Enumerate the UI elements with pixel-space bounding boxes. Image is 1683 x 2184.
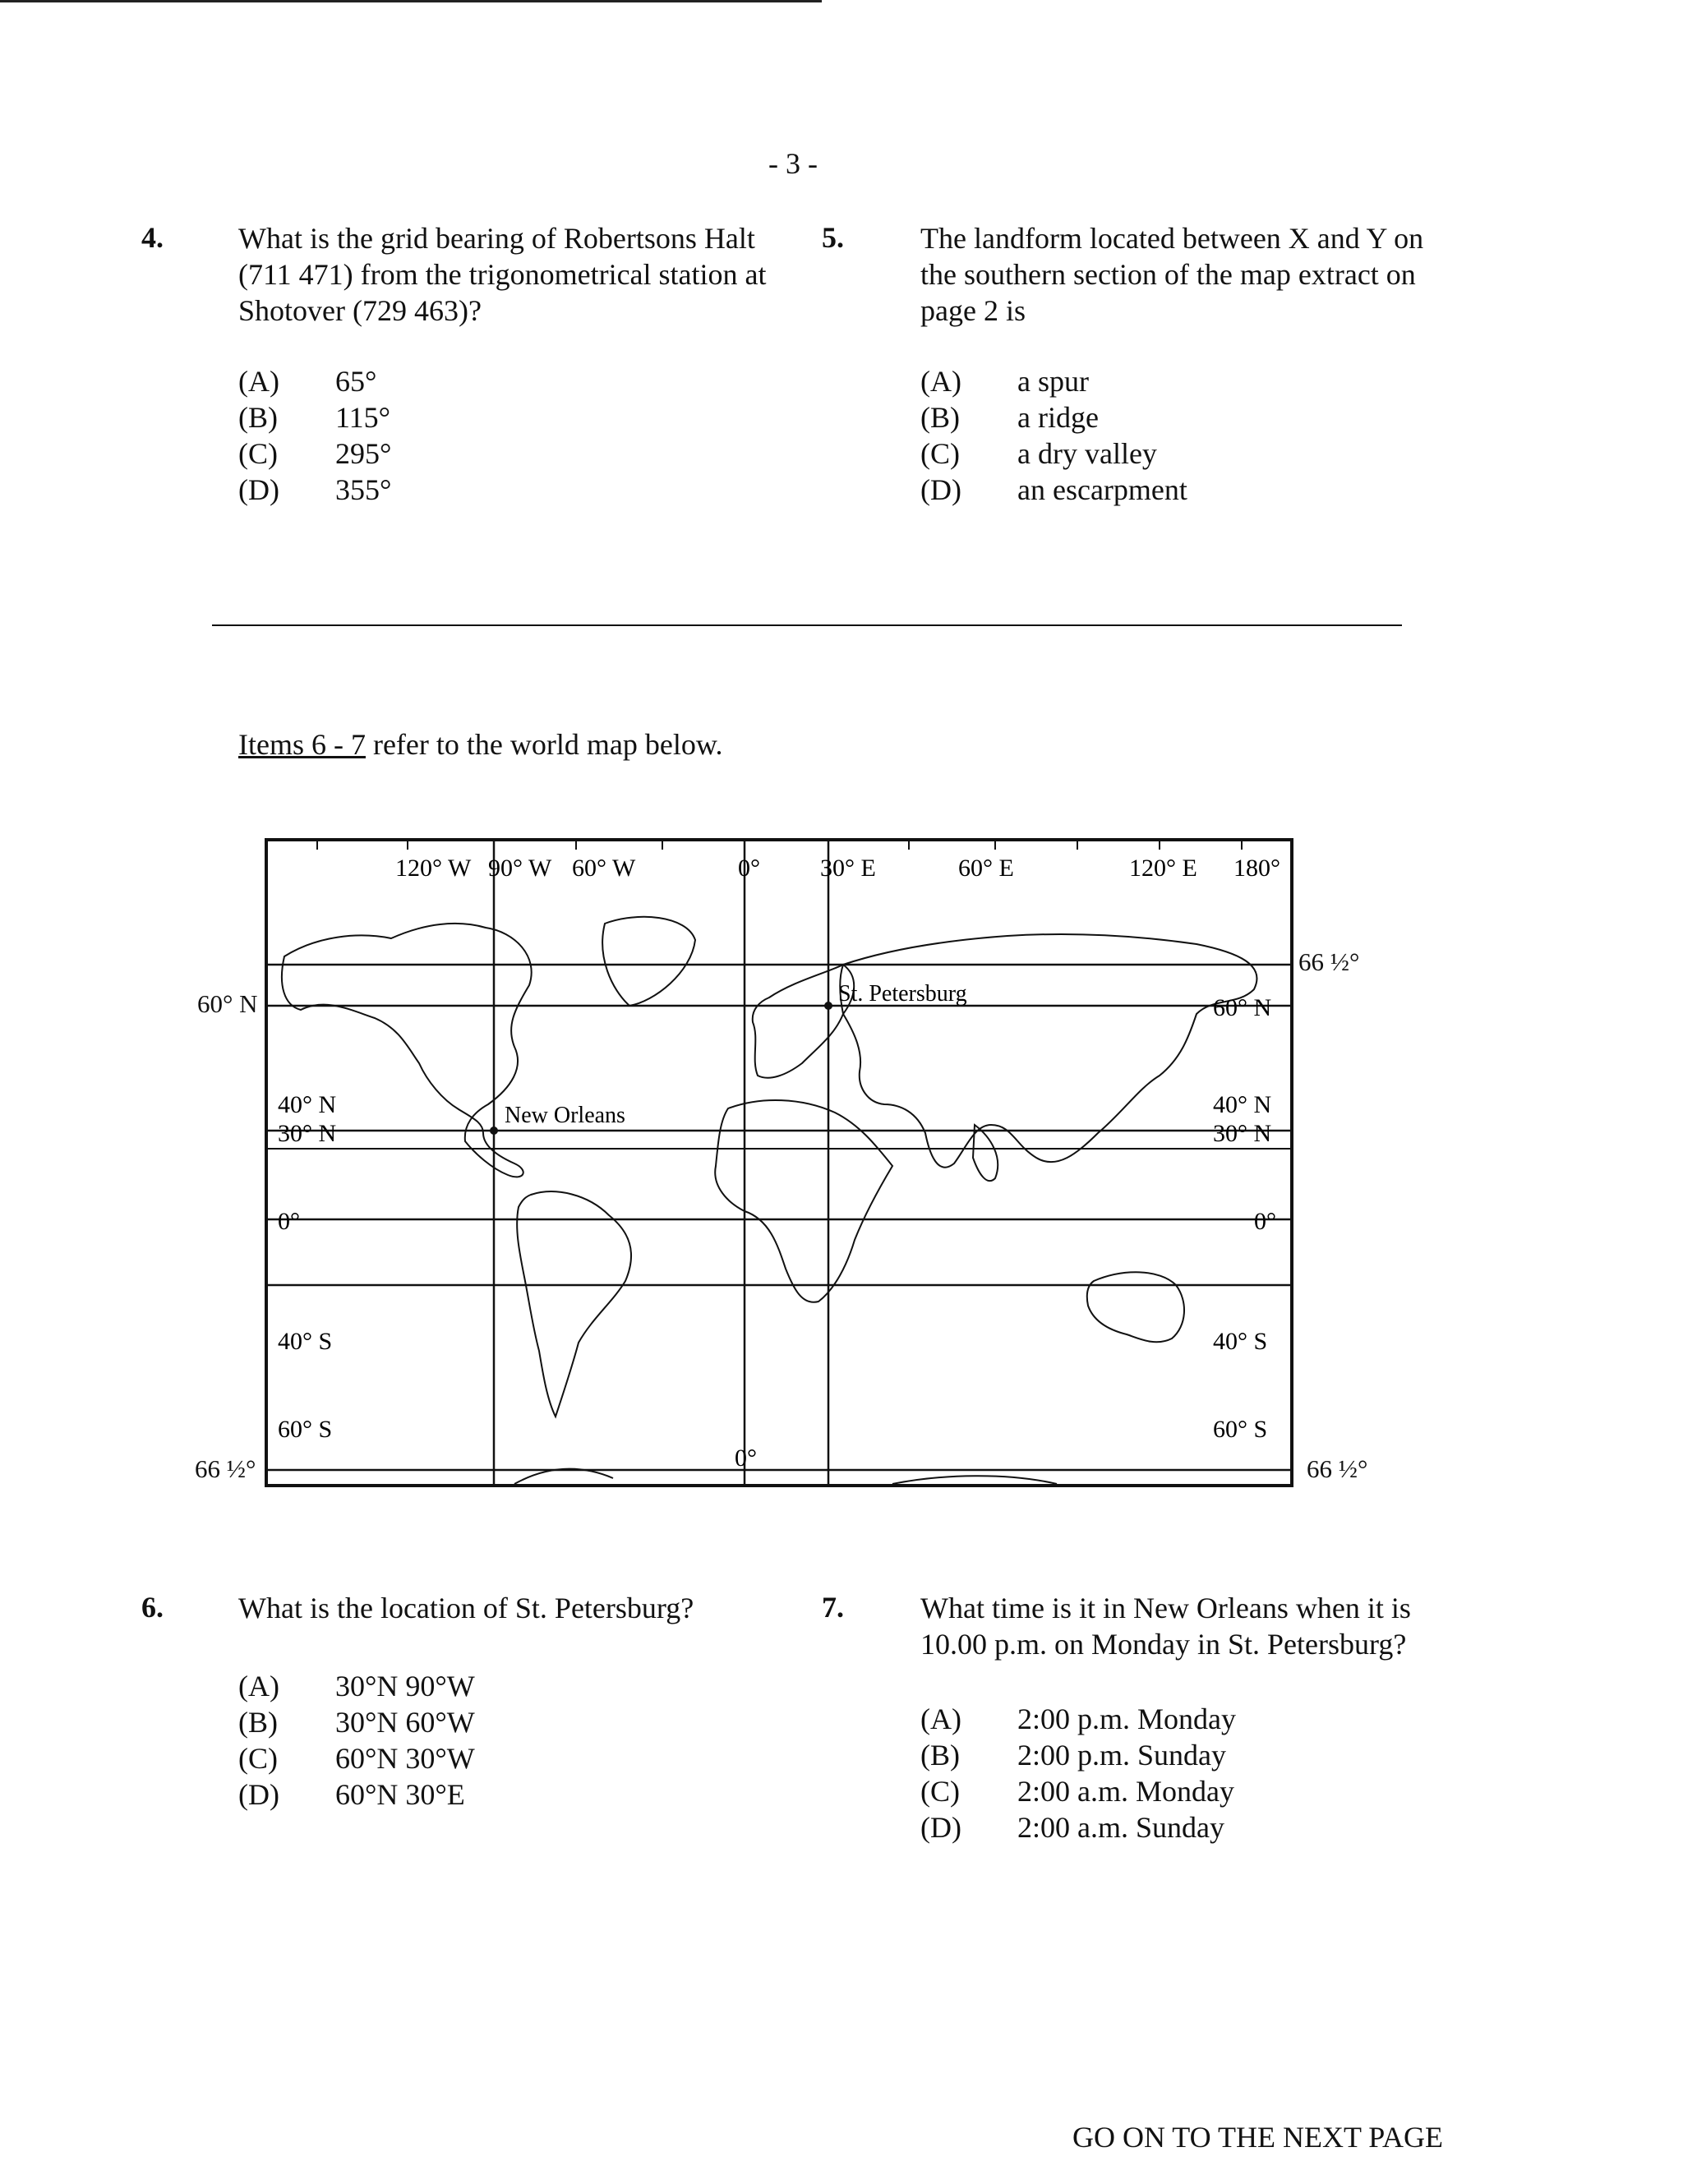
option-letter: (A) <box>920 365 961 398</box>
new-orleans-marker <box>490 1127 498 1135</box>
label-30e: 30° E <box>820 855 876 882</box>
q7-line: What time is it in New Orleans when it is <box>920 1592 1411 1624</box>
q7-option-d[interactable] <box>920 1809 1236 1845</box>
label-120w: 120° W <box>395 855 472 882</box>
label-180: 180° <box>1233 855 1280 882</box>
label-60n-right: 60° N <box>1213 994 1272 1021</box>
option-letter: (A) <box>238 1670 279 1703</box>
label-60s-right: 60° S <box>1213 1416 1268 1443</box>
option-text: 30°N 90°W <box>335 1670 475 1703</box>
option-text: a ridge <box>1017 401 1099 434</box>
q6-number: 6. <box>141 1591 164 1624</box>
world-map <box>265 838 1293 1487</box>
q5-line: page 2 is <box>920 294 1026 327</box>
option-text: 2:00 a.m. Monday <box>1017 1775 1234 1808</box>
option-letter: (C) <box>238 1742 278 1775</box>
q4-option-a[interactable] <box>238 363 391 399</box>
q4-line: Shotover (729 463)? <box>238 294 482 327</box>
q7-option-c[interactable] <box>920 1773 1236 1809</box>
q4-option-d[interactable] <box>238 472 391 508</box>
option-letter: (B) <box>238 401 278 434</box>
q7-line: 10.00 p.m. on Monday in St. Petersburg? <box>920 1628 1407 1661</box>
q5-number: 5. <box>822 221 844 254</box>
q7-question <box>920 1590 1411 1662</box>
label-40s-right: 40° S <box>1213 1328 1268 1355</box>
q6-option-b[interactable] <box>238 1704 475 1740</box>
india-outline <box>973 1125 998 1181</box>
q4-line: What is the grid bearing of Robertsons Halt <box>238 222 755 255</box>
items-intro <box>238 727 722 762</box>
q7-number: 7. <box>822 1591 844 1624</box>
q4-line: (711 471) from the trigonometrical station at <box>238 258 767 291</box>
q6-option-d[interactable] <box>238 1776 475 1813</box>
option-text: 295° <box>335 437 392 470</box>
option-letter: (C) <box>238 437 278 470</box>
continent-outlines <box>282 917 1257 1484</box>
q5-option-c[interactable] <box>920 435 1187 472</box>
st-petersburg-label: St. Petersburg <box>838 981 967 1007</box>
label-40n-left: 40° N <box>278 1091 337 1118</box>
label-polar-south-left: 66 ½° <box>195 1454 256 1483</box>
antarctica-outline <box>514 1469 1057 1484</box>
footer-next-page: GO ON TO THE NEXT PAGE <box>1072 2121 1443 2154</box>
label-polar-south-right: 66 ½° <box>1307 1454 1368 1483</box>
option-letter: (D) <box>238 1778 279 1811</box>
option-text: 65° <box>335 365 377 398</box>
option-letter: (D) <box>238 473 279 506</box>
q5-question <box>920 220 1423 329</box>
q5-line: the southern section of the map extract on <box>920 258 1416 291</box>
option-letter: (A) <box>238 365 279 398</box>
label-40s-left: 40° S <box>278 1328 333 1355</box>
option-letter: (B) <box>920 1739 960 1772</box>
asia-outline <box>840 934 1256 1168</box>
option-text: an escarpment <box>1017 473 1187 506</box>
south-america-outline <box>517 1191 631 1417</box>
label-120e: 120° E <box>1129 855 1197 882</box>
label-polar-north-right: 66 ½° <box>1298 947 1360 976</box>
new-orleans-label: New Orleans <box>505 1103 625 1128</box>
option-text: a spur <box>1017 365 1089 398</box>
q5-options <box>920 363 1187 508</box>
option-letter: (B) <box>920 401 960 434</box>
map-graticule <box>268 841 1290 1484</box>
q6-option-a[interactable] <box>238 1668 475 1704</box>
label-60n-outer: 60° N <box>197 989 258 1018</box>
label-30n-right: 30° N <box>1213 1120 1272 1147</box>
section-divider <box>212 624 1402 626</box>
q5-option-b[interactable] <box>920 399 1187 435</box>
q5-line: The landform located between X and Y on <box>920 222 1424 255</box>
q4-number: 4. <box>141 221 164 254</box>
option-letter: (C) <box>920 1775 960 1808</box>
label-40n-right: 40° N <box>1213 1091 1272 1118</box>
page-number: - 3 - <box>768 147 818 180</box>
q7-option-b[interactable] <box>920 1737 1236 1773</box>
option-letter: (D) <box>920 1811 961 1844</box>
q6-question: What is the location of St. Petersburg? <box>238 1592 694 1624</box>
label-top-0: 0° <box>738 855 760 882</box>
q7-options <box>920 1701 1236 1845</box>
option-text: 2:00 p.m. Monday <box>1017 1703 1236 1735</box>
label-0-right: 0° <box>1254 1208 1276 1235</box>
option-letter: (B) <box>238 1706 278 1739</box>
label-0-left: 0° <box>278 1208 300 1235</box>
option-text: a dry valley <box>1017 437 1157 470</box>
option-text: 355° <box>335 473 392 506</box>
australia-outline <box>1087 1272 1184 1342</box>
q6-options <box>238 1668 475 1813</box>
items-range: Items 6 - 7 <box>238 728 366 761</box>
q4-options <box>238 363 391 508</box>
option-text: 60°N 30°W <box>335 1742 475 1775</box>
q5-option-a[interactable] <box>920 363 1187 399</box>
option-text: 30°N 60°W <box>335 1706 475 1739</box>
option-text: 2:00 a.m. Sunday <box>1017 1811 1224 1844</box>
option-text: 2:00 p.m. Sunday <box>1017 1739 1227 1772</box>
q6-option-c[interactable] <box>238 1740 475 1776</box>
option-text: 115° <box>335 401 391 434</box>
greenland-outline <box>602 917 695 1006</box>
label-60e: 60° E <box>958 855 1014 882</box>
q4-question <box>238 220 767 329</box>
q4-option-c[interactable] <box>238 435 391 472</box>
label-60w: 60° W <box>572 855 636 882</box>
label-60s-left: 60° S <box>278 1416 333 1443</box>
top-rule <box>0 0 822 2</box>
top-tick-marks <box>317 841 1242 850</box>
label-30n-left: 30° N <box>278 1120 337 1147</box>
q4-option-b[interactable] <box>238 399 391 435</box>
label-bottom-0: 0° <box>735 1444 757 1472</box>
option-letter: (C) <box>920 437 960 470</box>
st-petersburg-marker <box>824 1002 832 1010</box>
option-text: 60°N 30°E <box>335 1778 465 1811</box>
intro-text: refer to the world map below. <box>365 728 723 761</box>
q7-option-a[interactable] <box>920 1701 1236 1737</box>
label-90w: 90° W <box>488 855 552 882</box>
option-letter: (A) <box>920 1703 961 1735</box>
option-letter: (D) <box>920 473 961 506</box>
q5-option-d[interactable] <box>920 472 1187 508</box>
